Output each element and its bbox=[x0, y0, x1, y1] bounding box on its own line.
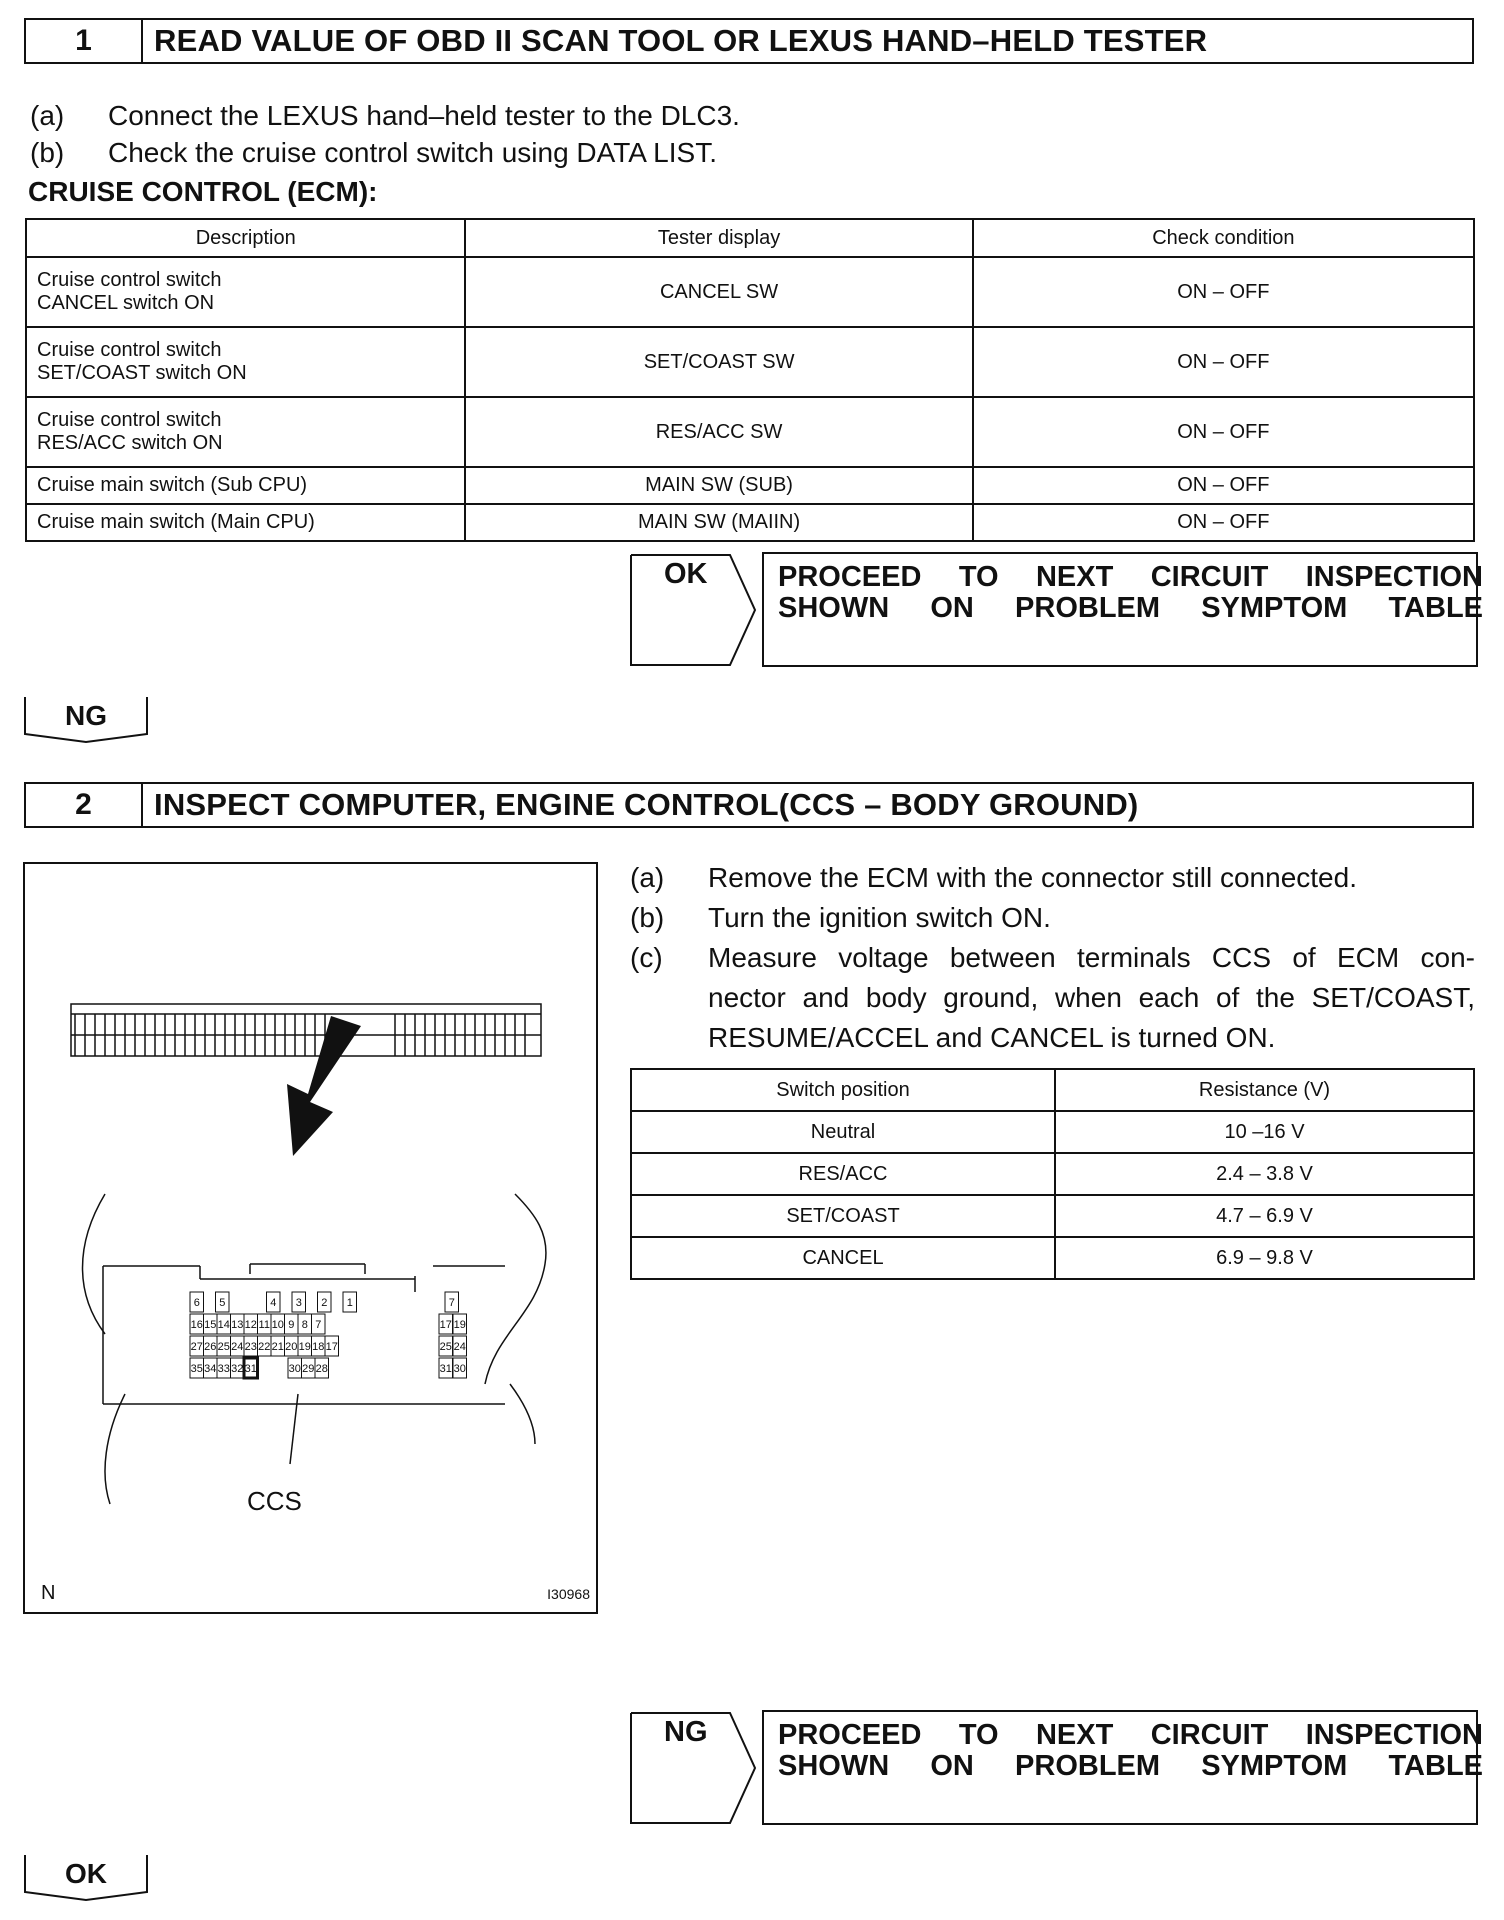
ccs-terminal-label: CCS bbox=[247, 1486, 302, 1516]
row-check-condition: ON – OFF bbox=[973, 257, 1474, 327]
row-tester-display: CANCEL SW bbox=[465, 257, 972, 327]
row-tester-display: MAIN SW (SUB) bbox=[465, 467, 972, 504]
pin-label: 29 bbox=[302, 1363, 315, 1375]
figure-id: I30968 bbox=[547, 1586, 590, 1602]
row-description: Cruise control switch SET/COAST switch ON bbox=[26, 327, 465, 397]
pin-label: 8 bbox=[301, 1319, 308, 1331]
table-row bbox=[631, 1195, 1474, 1237]
step-1-ok-result bbox=[630, 552, 1483, 668]
header-resistance: Resistance (V) bbox=[1055, 1069, 1474, 1111]
step-2-number: 2 bbox=[26, 784, 143, 826]
pin-label: 1 bbox=[346, 1297, 353, 1309]
instruction-text: Measure voltage between terminals CCS of ECM con- nector and body ground, when each of the SET/COAST, RESUME/ACCEL and CANCEL is turned ON. bbox=[708, 942, 1475, 1053]
pin-label: 14 bbox=[217, 1319, 230, 1331]
pin-label: 28 bbox=[315, 1363, 328, 1375]
pin-label: 22 bbox=[258, 1341, 271, 1353]
pin-label: 30 bbox=[453, 1363, 466, 1375]
pin-label: 15 bbox=[204, 1319, 217, 1331]
table-row bbox=[631, 1153, 1474, 1195]
table-row bbox=[26, 257, 1474, 327]
pin-label: 24 bbox=[231, 1341, 244, 1353]
instruction-text: Remove the ECM with the connector still connected. bbox=[708, 862, 1357, 893]
pin-label: 24 bbox=[453, 1341, 466, 1353]
pin-label: 33 bbox=[217, 1363, 230, 1375]
ok-label: OK bbox=[65, 1858, 107, 1889]
pin-label: 3 bbox=[295, 1297, 302, 1309]
table-row bbox=[631, 1237, 1474, 1279]
instruction-label: (a) bbox=[630, 862, 665, 893]
pin-label: 19 bbox=[298, 1341, 311, 1353]
pin-label: 20 bbox=[285, 1341, 298, 1353]
step-2-title: INSPECT COMPUTER, ENGINE CONTROL(CCS – BODY GROUND) bbox=[154, 787, 1139, 822]
row-switch-position: CANCEL bbox=[631, 1237, 1055, 1279]
ng-label: NG bbox=[664, 1716, 708, 1748]
instruction-text: Connect the LEXUS hand–held tester to the DLC3. bbox=[108, 100, 740, 131]
table-header-row bbox=[26, 219, 1474, 257]
pin-label: 25 bbox=[217, 1341, 230, 1353]
row-voltage: 10 –16 V bbox=[1055, 1111, 1474, 1153]
pin-label: 4 bbox=[270, 1297, 277, 1309]
pin-label: 12 bbox=[244, 1319, 257, 1331]
ecm-connector-figure bbox=[23, 862, 598, 1614]
voltage-spec-table bbox=[630, 1068, 1475, 1280]
row-description: Cruise control switch RES/ACC switch ON bbox=[26, 397, 465, 467]
instruction-label: (b) bbox=[630, 902, 665, 933]
header-tester-display: Tester display bbox=[465, 219, 972, 257]
table-row bbox=[631, 1111, 1474, 1153]
step-1-ng-tab bbox=[24, 696, 164, 738]
cruise-control-table-title: CRUISE CONTROL (ECM): bbox=[28, 176, 378, 207]
instruction-label: (c) bbox=[630, 942, 663, 973]
row-tester-display: RES/ACC SW bbox=[465, 397, 972, 467]
row-description: Cruise main switch (Main CPU) bbox=[26, 504, 465, 541]
ng-result-text: PROCEED TO NEXT CIRCUIT INSPECTION SHOWN ON PROBLEM SYMPTOM TABLE bbox=[778, 1719, 1483, 1782]
step-1-instruction-b bbox=[30, 133, 717, 173]
pin-label: 35 bbox=[190, 1363, 203, 1375]
row-voltage: 2.4 – 3.8 V bbox=[1055, 1153, 1474, 1195]
pin-label: 32 bbox=[231, 1363, 244, 1375]
row-check-condition: ON – OFF bbox=[973, 327, 1474, 397]
pin-label: 25 bbox=[439, 1341, 452, 1353]
ok-result-text: PROCEED TO NEXT CIRCUIT INSPECTION SHOWN ON PROBLEM SYMPTOM TABLE bbox=[778, 561, 1483, 624]
pin-label: 7 bbox=[315, 1319, 322, 1331]
ok-label: OK bbox=[664, 558, 708, 590]
row-check-condition: ON – OFF bbox=[973, 397, 1474, 467]
table-row bbox=[26, 397, 1474, 467]
table-row bbox=[26, 467, 1474, 504]
connector-diagram bbox=[25, 864, 596, 1612]
ng-label: NG bbox=[65, 700, 107, 731]
pin-label: 13 bbox=[231, 1319, 244, 1331]
step-1-title: READ VALUE OF OBD II SCAN TOOL OR LEXUS HAND–HELD TESTER bbox=[154, 23, 1208, 58]
row-tester-display: MAIN SW (MAIIN) bbox=[465, 504, 972, 541]
instruction-label: (a) bbox=[30, 100, 65, 131]
pin-label: 23 bbox=[244, 1341, 257, 1353]
step-1-instruction-a bbox=[30, 96, 740, 136]
row-check-condition: ON – OFF bbox=[973, 467, 1474, 504]
row-switch-position: RES/ACC bbox=[631, 1153, 1055, 1195]
pin-label: 18 bbox=[312, 1341, 325, 1353]
pin-label: 34 bbox=[204, 1363, 217, 1375]
row-description: Cruise main switch (Sub CPU) bbox=[26, 467, 465, 504]
row-voltage: 6.9 – 9.8 V bbox=[1055, 1237, 1474, 1279]
pin-label: 9 bbox=[288, 1319, 295, 1331]
pin-label: 30 bbox=[288, 1363, 301, 1375]
pin-label: 2 bbox=[321, 1297, 328, 1309]
row-voltage: 4.7 – 6.9 V bbox=[1055, 1195, 1474, 1237]
row-check-condition: ON – OFF bbox=[973, 504, 1474, 541]
pin-label: 26 bbox=[204, 1341, 217, 1353]
table-row bbox=[26, 504, 1474, 541]
pin-label: 31 bbox=[439, 1363, 452, 1375]
pin-label: 11 bbox=[258, 1319, 270, 1331]
row-tester-display: SET/COAST SW bbox=[465, 327, 972, 397]
pin-label: 17 bbox=[439, 1319, 452, 1331]
pin-label: 5 bbox=[219, 1297, 226, 1309]
step-2-header bbox=[24, 782, 1474, 828]
row-description: Cruise control switch CANCEL switch ON bbox=[26, 257, 465, 327]
table-header-row bbox=[631, 1069, 1474, 1111]
table-row bbox=[26, 327, 1474, 397]
header-switch-position: Switch position bbox=[631, 1069, 1055, 1111]
step-1-header bbox=[24, 18, 1474, 64]
row-switch-position: SET/COAST bbox=[631, 1195, 1055, 1237]
header-check-condition: Check condition bbox=[973, 219, 1474, 257]
step-1-number: 1 bbox=[26, 20, 143, 62]
pin-label: 10 bbox=[271, 1319, 284, 1331]
cruise-control-data-table bbox=[25, 218, 1475, 542]
instruction-text: Check the cruise control switch using DATA LIST. bbox=[108, 137, 717, 168]
pin-label: 19 bbox=[453, 1319, 466, 1331]
instruction-text: Turn the ignition switch ON. bbox=[708, 902, 1051, 933]
header-description: Description bbox=[26, 219, 465, 257]
pin-label: 17 bbox=[325, 1341, 338, 1353]
pin-label: 6 bbox=[193, 1297, 200, 1309]
instruction-label: (b) bbox=[30, 137, 65, 168]
step-2-ok-tab bbox=[24, 1854, 164, 1896]
figure-corner-label: N bbox=[41, 1582, 56, 1604]
pin-label: 16 bbox=[190, 1319, 203, 1331]
pin-label: 7 bbox=[448, 1297, 455, 1309]
pin-label: 31 bbox=[244, 1363, 257, 1375]
step-2-ng-result bbox=[630, 1710, 1483, 1826]
pin-label: 27 bbox=[190, 1341, 203, 1353]
pin-label: 21 bbox=[271, 1341, 284, 1353]
row-switch-position: Neutral bbox=[631, 1111, 1055, 1153]
